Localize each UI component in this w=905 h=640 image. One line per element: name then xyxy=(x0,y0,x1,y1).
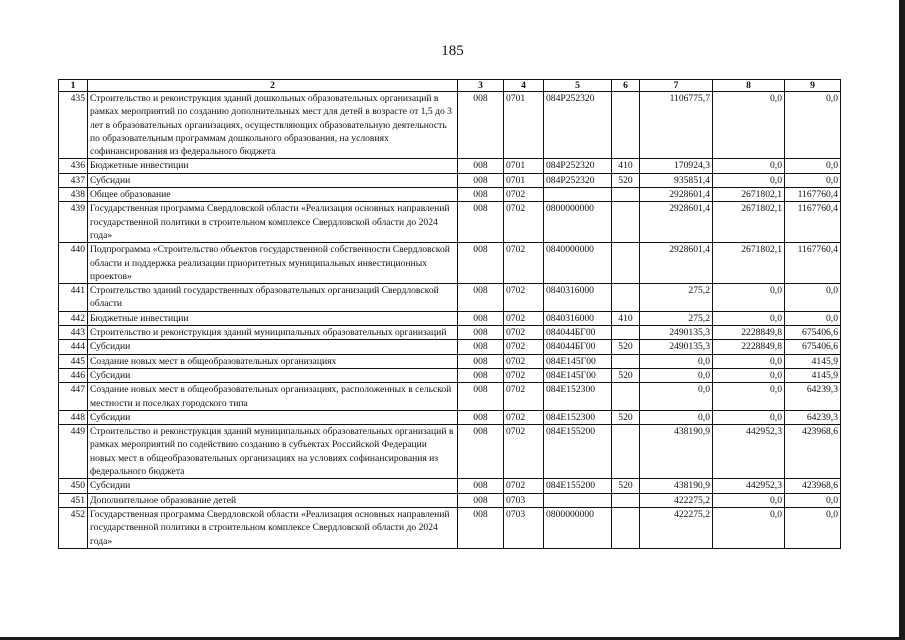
target-code: 084Е152300 xyxy=(544,383,612,411)
section-code: 0702 xyxy=(504,340,544,354)
section-code: 0702 xyxy=(504,425,544,479)
row-number: 444 xyxy=(59,340,88,354)
section-code: 0703 xyxy=(504,507,544,548)
item-name: Строительство и реконструкция зданий дошкольных образовательных организаций в рамках мероприятий по созданию дополнительных мест для детей в возрасте от 1,5 до 3 лет в образовательных организациях, осуществляющих образовательную деятельность по образовательным программам дошкольного образования, на условиях софинансирования из федерального бюджета xyxy=(88,92,458,159)
row-number: 447 xyxy=(59,383,88,411)
row-number: 441 xyxy=(59,284,88,312)
expense-type-code xyxy=(612,243,640,284)
item-name: Дополнительное образование детей xyxy=(88,493,458,507)
item-name: Строительство и реконструкция зданий муниципальных образовательных организаций xyxy=(88,326,458,340)
expense-type-code xyxy=(612,92,640,159)
amount-year-2: 2671802,1 xyxy=(713,202,785,243)
row-number: 445 xyxy=(59,354,88,368)
amount-year-1: 2928601,4 xyxy=(640,188,713,202)
amount-year-2: 0,0 xyxy=(713,284,785,312)
amount-year-3: 423968,6 xyxy=(785,479,841,493)
department-code: 008 xyxy=(458,425,504,479)
table-row xyxy=(59,410,841,424)
target-code: 0840316000 xyxy=(544,284,612,312)
table-row xyxy=(59,284,841,312)
target-code: 0800000000 xyxy=(544,507,612,548)
expense-type-code: 410 xyxy=(612,311,640,325)
row-number: 449 xyxy=(59,425,88,479)
amount-year-1: 0,0 xyxy=(640,354,713,368)
table-row xyxy=(59,159,841,173)
amount-year-3: 0,0 xyxy=(785,173,841,187)
amount-year-2: 0,0 xyxy=(713,410,785,424)
amount-year-2: 442952,3 xyxy=(713,479,785,493)
section-code: 0702 xyxy=(504,284,544,312)
column-header: 6 xyxy=(612,80,640,92)
target-code: 084P252320 xyxy=(544,173,612,187)
row-number: 438 xyxy=(59,188,88,202)
amount-year-3: 0,0 xyxy=(785,92,841,159)
table-body xyxy=(59,92,841,549)
amount-year-1: 2490135,3 xyxy=(640,326,713,340)
target-code: 0840316000 xyxy=(544,311,612,325)
expense-type-code: 520 xyxy=(612,368,640,382)
amount-year-3: 1167760,4 xyxy=(785,243,841,284)
section-code: 0702 xyxy=(504,243,544,284)
item-name: Подпрограмма «Строительство объектов государственной собственности Свердловской области и поддержка реализации приоритетных муниципальных инвестиционных проектов» xyxy=(88,243,458,284)
table-row xyxy=(59,493,841,507)
department-code: 008 xyxy=(458,188,504,202)
row-number: 451 xyxy=(59,493,88,507)
amount-year-1: 1106775,7 xyxy=(640,92,713,159)
amount-year-2: 2228849,8 xyxy=(713,340,785,354)
row-number: 452 xyxy=(59,507,88,548)
amount-year-3: 0,0 xyxy=(785,159,841,173)
section-code: 0701 xyxy=(504,159,544,173)
amount-year-1: 0,0 xyxy=(640,368,713,382)
amount-year-1: 2928601,4 xyxy=(640,202,713,243)
column-header: 3 xyxy=(458,80,504,92)
target-code: 084044БГ00 xyxy=(544,326,612,340)
department-code: 008 xyxy=(458,311,504,325)
amount-year-3: 4145,9 xyxy=(785,368,841,382)
department-code: 008 xyxy=(458,354,504,368)
item-name: Бюджетные инвестиции xyxy=(88,311,458,325)
amount-year-2: 0,0 xyxy=(713,354,785,368)
item-name: Субсидии xyxy=(88,340,458,354)
target-code: 084Е145Г00 xyxy=(544,368,612,382)
target-code xyxy=(544,493,612,507)
expense-type-code xyxy=(612,202,640,243)
amount-year-3: 4145,9 xyxy=(785,354,841,368)
amount-year-3: 0,0 xyxy=(785,493,841,507)
amount-year-3: 1167760,4 xyxy=(785,188,841,202)
target-code: 084044БГ00 xyxy=(544,340,612,354)
row-number: 439 xyxy=(59,202,88,243)
row-number: 448 xyxy=(59,410,88,424)
table-header-row xyxy=(59,80,841,92)
amount-year-2: 0,0 xyxy=(713,311,785,325)
row-number: 446 xyxy=(59,368,88,382)
item-name: Бюджетные инвестиции xyxy=(88,159,458,173)
item-name: Государственная программа Свердловской области «Реализация основных направлений государственной политики в строительном комплексе Свердловской области до 2024 года» xyxy=(88,507,458,548)
table-row xyxy=(59,326,841,340)
amount-year-2: 0,0 xyxy=(713,92,785,159)
amount-year-2: 2671802,1 xyxy=(713,243,785,284)
expense-type-code xyxy=(612,425,640,479)
expense-type-code xyxy=(612,493,640,507)
amount-year-1: 935851,4 xyxy=(640,173,713,187)
department-code: 008 xyxy=(458,410,504,424)
department-code: 008 xyxy=(458,340,504,354)
section-code: 0702 xyxy=(504,188,544,202)
amount-year-3: 423968,6 xyxy=(785,425,841,479)
amount-year-3: 64239,3 xyxy=(785,383,841,411)
department-code: 008 xyxy=(458,479,504,493)
amount-year-1: 275,2 xyxy=(640,284,713,312)
row-number: 435 xyxy=(59,92,88,159)
expense-type-code: 520 xyxy=(612,479,640,493)
table-row xyxy=(59,311,841,325)
department-code: 008 xyxy=(458,92,504,159)
section-code: 0702 xyxy=(504,383,544,411)
amount-year-3: 1167760,4 xyxy=(785,202,841,243)
amount-year-1: 438190,9 xyxy=(640,425,713,479)
amount-year-1: 0,0 xyxy=(640,410,713,424)
amount-year-1: 170924,3 xyxy=(640,159,713,173)
section-code: 0701 xyxy=(504,173,544,187)
row-number: 440 xyxy=(59,243,88,284)
amount-year-3: 0,0 xyxy=(785,507,841,548)
table-row xyxy=(59,368,841,382)
page-number: 185 xyxy=(441,43,464,59)
section-code: 0702 xyxy=(504,410,544,424)
amount-year-2: 0,0 xyxy=(713,159,785,173)
section-code: 0702 xyxy=(504,311,544,325)
table-row xyxy=(59,383,841,411)
expense-type-code xyxy=(612,188,640,202)
amount-year-2: 2228849,8 xyxy=(713,326,785,340)
row-number: 437 xyxy=(59,173,88,187)
section-code: 0702 xyxy=(504,202,544,243)
department-code: 008 xyxy=(458,326,504,340)
target-code: 084Е145Г00 xyxy=(544,354,612,368)
column-header: 5 xyxy=(544,80,612,92)
column-header: 4 xyxy=(504,80,544,92)
table-row xyxy=(59,243,841,284)
target-code: 084Е152300 xyxy=(544,410,612,424)
expense-type-code: 410 xyxy=(612,159,640,173)
department-code: 008 xyxy=(458,159,504,173)
expense-type-code xyxy=(612,326,640,340)
row-number: 450 xyxy=(59,479,88,493)
department-code: 008 xyxy=(458,284,504,312)
target-code: 0800000000 xyxy=(544,202,612,243)
item-name: Субсидии xyxy=(88,368,458,382)
item-name: Создание новых мест в общеобразовательных организациях xyxy=(88,354,458,368)
target-code: 084Е155200 xyxy=(544,425,612,479)
amount-year-3: 0,0 xyxy=(785,284,841,312)
amount-year-1: 2928601,4 xyxy=(640,243,713,284)
expense-type-code: 520 xyxy=(612,173,640,187)
amount-year-1: 422275,2 xyxy=(640,493,713,507)
amount-year-2: 0,0 xyxy=(713,493,785,507)
item-name: Создание новых мест в общеобразовательных организациях, расположенных в сельской местности и поселках городского типа xyxy=(88,383,458,411)
target-code: 084P252320 xyxy=(544,159,612,173)
amount-year-2: 0,0 xyxy=(713,383,785,411)
amount-year-3: 64239,3 xyxy=(785,410,841,424)
amount-year-3: 675406,6 xyxy=(785,326,841,340)
column-header: 8 xyxy=(713,80,785,92)
item-name: Общее образование xyxy=(88,188,458,202)
amount-year-2: 0,0 xyxy=(713,368,785,382)
expense-type-code xyxy=(612,354,640,368)
table-row xyxy=(59,202,841,243)
amount-year-2: 442952,3 xyxy=(713,425,785,479)
table-row xyxy=(59,507,841,548)
table-row xyxy=(59,188,841,202)
department-code: 008 xyxy=(458,173,504,187)
section-code: 0702 xyxy=(504,368,544,382)
amount-year-1: 275,2 xyxy=(640,311,713,325)
amount-year-2: 0,0 xyxy=(713,507,785,548)
department-code: 008 xyxy=(458,368,504,382)
table-row xyxy=(59,340,841,354)
amount-year-2: 2671802,1 xyxy=(713,188,785,202)
table-row xyxy=(59,354,841,368)
item-name: Субсидии xyxy=(88,173,458,187)
item-name: Субсидии xyxy=(88,410,458,424)
expense-type-code xyxy=(612,284,640,312)
amount-year-1: 2490135,3 xyxy=(640,340,713,354)
amount-year-2: 0,0 xyxy=(713,173,785,187)
row-number: 443 xyxy=(59,326,88,340)
expense-type-code: 520 xyxy=(612,340,640,354)
table-row xyxy=(59,425,841,479)
column-header: 1 xyxy=(59,80,88,92)
item-name: Строительство и реконструкция зданий муниципальных образовательных организаций в рамках мероприятий по содействию созданию в субъектах Российской Федерации новых мест в общеобразовательных организациях на условиях софинансирования из федерального бюджета xyxy=(88,425,458,479)
column-header: 7 xyxy=(640,80,713,92)
item-name: Субсидии xyxy=(88,479,458,493)
amount-year-1: 422275,2 xyxy=(640,507,713,548)
amount-year-3: 675406,6 xyxy=(785,340,841,354)
department-code: 008 xyxy=(458,243,504,284)
amount-year-1: 438190,9 xyxy=(640,479,713,493)
amount-year-3: 0,0 xyxy=(785,311,841,325)
table-row xyxy=(59,92,841,159)
department-code: 008 xyxy=(458,383,504,411)
section-code: 0702 xyxy=(504,354,544,368)
expense-type-code xyxy=(612,507,640,548)
target-code xyxy=(544,188,612,202)
row-number: 436 xyxy=(59,159,88,173)
column-header: 9 xyxy=(785,80,841,92)
table-row xyxy=(59,479,841,493)
section-code: 0702 xyxy=(504,326,544,340)
section-code: 0702 xyxy=(504,479,544,493)
department-code: 008 xyxy=(458,202,504,243)
section-code: 0701 xyxy=(504,92,544,159)
target-code: 084P252320 xyxy=(544,92,612,159)
scan-edge-right xyxy=(899,0,905,640)
budget-table xyxy=(58,79,841,549)
column-header: 2 xyxy=(88,80,458,92)
expense-type-code xyxy=(612,383,640,411)
department-code: 008 xyxy=(458,493,504,507)
target-code: 084Е155200 xyxy=(544,479,612,493)
expense-type-code: 520 xyxy=(612,410,640,424)
item-name: Строительство зданий государственных образовательных организаций Свердловской области xyxy=(88,284,458,312)
target-code: 0840000000 xyxy=(544,243,612,284)
item-name: Государственная программа Свердловской области «Реализация основных направлений государственной политики в строительном комплексе Свердловской области до 2024 года» xyxy=(88,202,458,243)
amount-year-1: 0,0 xyxy=(640,383,713,411)
table-row xyxy=(59,173,841,187)
section-code: 0703 xyxy=(504,493,544,507)
department-code: 008 xyxy=(458,507,504,548)
row-number: 442 xyxy=(59,311,88,325)
